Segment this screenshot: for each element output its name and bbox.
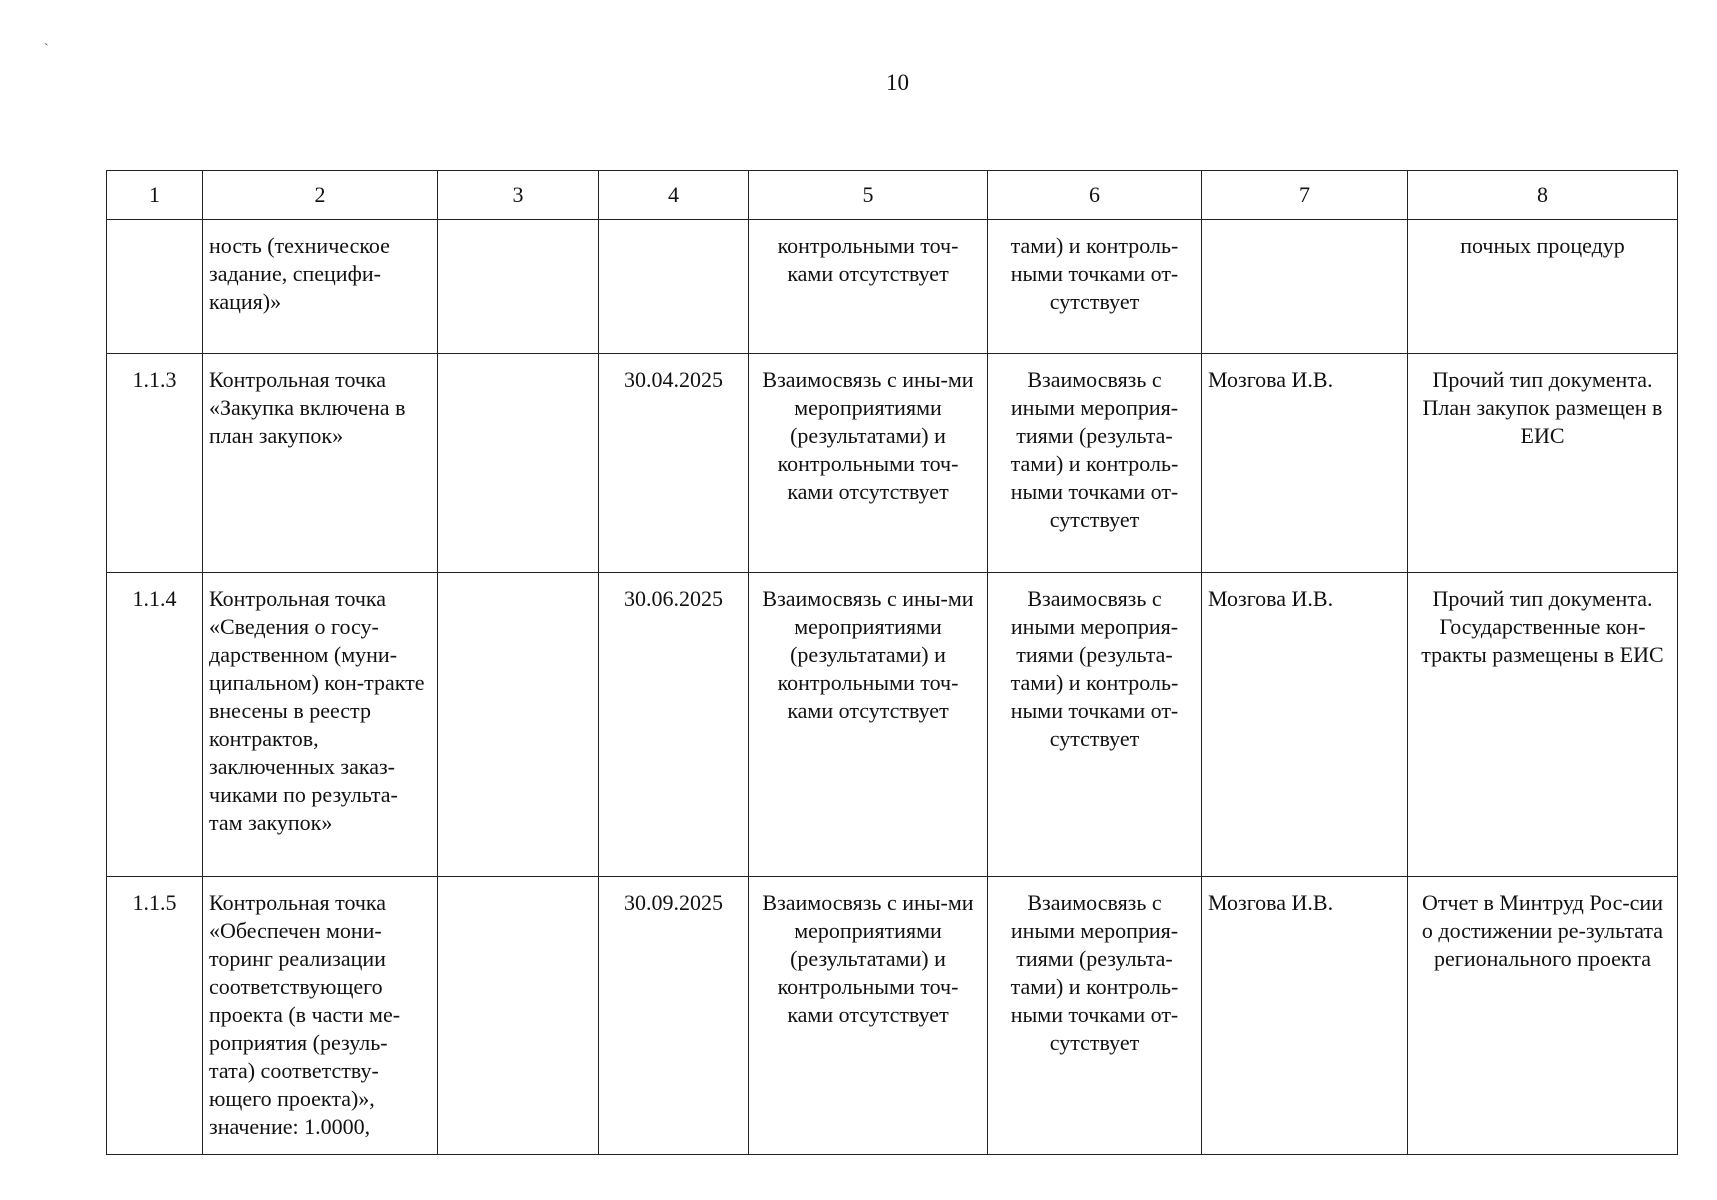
cell-document: почных процедур: [1408, 220, 1678, 354]
column-header: 2: [203, 171, 438, 220]
cell-number: 1.1.4: [107, 573, 203, 877]
cell-name: ность (техническое задание, специфи-кация)»: [203, 220, 438, 354]
cell-number: 1.1.3: [107, 354, 203, 573]
table-row: [107, 354, 1678, 573]
column-header: 5: [749, 171, 988, 220]
cell-date: [599, 220, 749, 354]
cell-document: Отчет в Минтруд Рос-сии о достижении ре-зультата регионального проекта: [1408, 877, 1678, 1155]
cell-name: Контрольная точка «Сведения о госу-дарственном (муни-ципальном) кон-тракте внесены в реестр контрактов, заключенных заказ-чиками по результа-там закупок»: [203, 573, 438, 877]
cell-responsible: [1202, 220, 1408, 354]
scan-mark: `: [44, 42, 49, 57]
cell-date: 30.06.2025: [599, 573, 749, 877]
table-row: [107, 220, 1678, 354]
cell-date: 30.04.2025: [599, 354, 749, 573]
column-header: 6: [988, 171, 1202, 220]
cell-document: Прочий тип документа. План закупок размещен в ЕИС: [1408, 354, 1678, 573]
cell-number: [107, 220, 203, 354]
cell-name: Контрольная точка «Обеспечен мони-торинг реализации соответствующего проекта (в части ме-роприятия (резуль-тата) соответству-ющего проекта)», значение: 1.0000,: [203, 877, 438, 1155]
cell-relation-1: контрольными точ-ками отсутствует: [749, 220, 988, 354]
plan-table: [106, 170, 1678, 1155]
cell-relation-2: тами) и контроль-ными точками от-сутствует: [988, 220, 1202, 354]
column-header: 8: [1408, 171, 1678, 220]
cell-relation-2: Взаимосвязь с иными мероприя-тиями (результа-тами) и контроль-ными точками от-сутствует: [988, 573, 1202, 877]
cell-date: 30.09.2025: [599, 877, 749, 1155]
cell-document: Прочий тип документа. Государственные кон-тракты размещены в ЕИС: [1408, 573, 1678, 877]
column-header: 4: [599, 171, 749, 220]
column-header: 7: [1202, 171, 1408, 220]
cell-col3: [438, 354, 599, 573]
page-number: 10: [886, 70, 909, 95]
cell-relation-1: Взаимосвязь с ины-ми мероприятиями (результатами) и контрольными точ-ками отсутствует: [749, 573, 988, 877]
table-header-row: [107, 171, 1678, 220]
cell-name: Контрольная точка «Закупка включена в план закупок»: [203, 354, 438, 573]
cell-col3: [438, 220, 599, 354]
column-header: 1: [107, 171, 203, 220]
table-row: [107, 877, 1678, 1155]
cell-col3: [438, 877, 599, 1155]
cell-responsible: Мозгова И.В.: [1202, 354, 1408, 573]
cell-responsible: Мозгова И.В.: [1202, 877, 1408, 1155]
cell-number: 1.1.5: [107, 877, 203, 1155]
cell-relation-2: Взаимосвязь с иными мероприя-тиями (результа-тами) и контроль-ными точками от-сутствует: [988, 877, 1202, 1155]
cell-relation-1: Взаимосвязь с ины-ми мероприятиями (результатами) и контрольными точ-ками отсутствует: [749, 354, 988, 573]
column-header: 3: [438, 171, 599, 220]
cell-relation-2: Взаимосвязь с иными мероприя-тиями (результа-тами) и контроль-ными точками от-сутствует: [988, 354, 1202, 573]
table-row: [107, 573, 1678, 877]
cell-col3: [438, 573, 599, 877]
cell-relation-1: Взаимосвязь с ины-ми мероприятиями (результатами) и контрольными точ-ками отсутствует: [749, 877, 988, 1155]
cell-responsible: Мозгова И.В.: [1202, 573, 1408, 877]
